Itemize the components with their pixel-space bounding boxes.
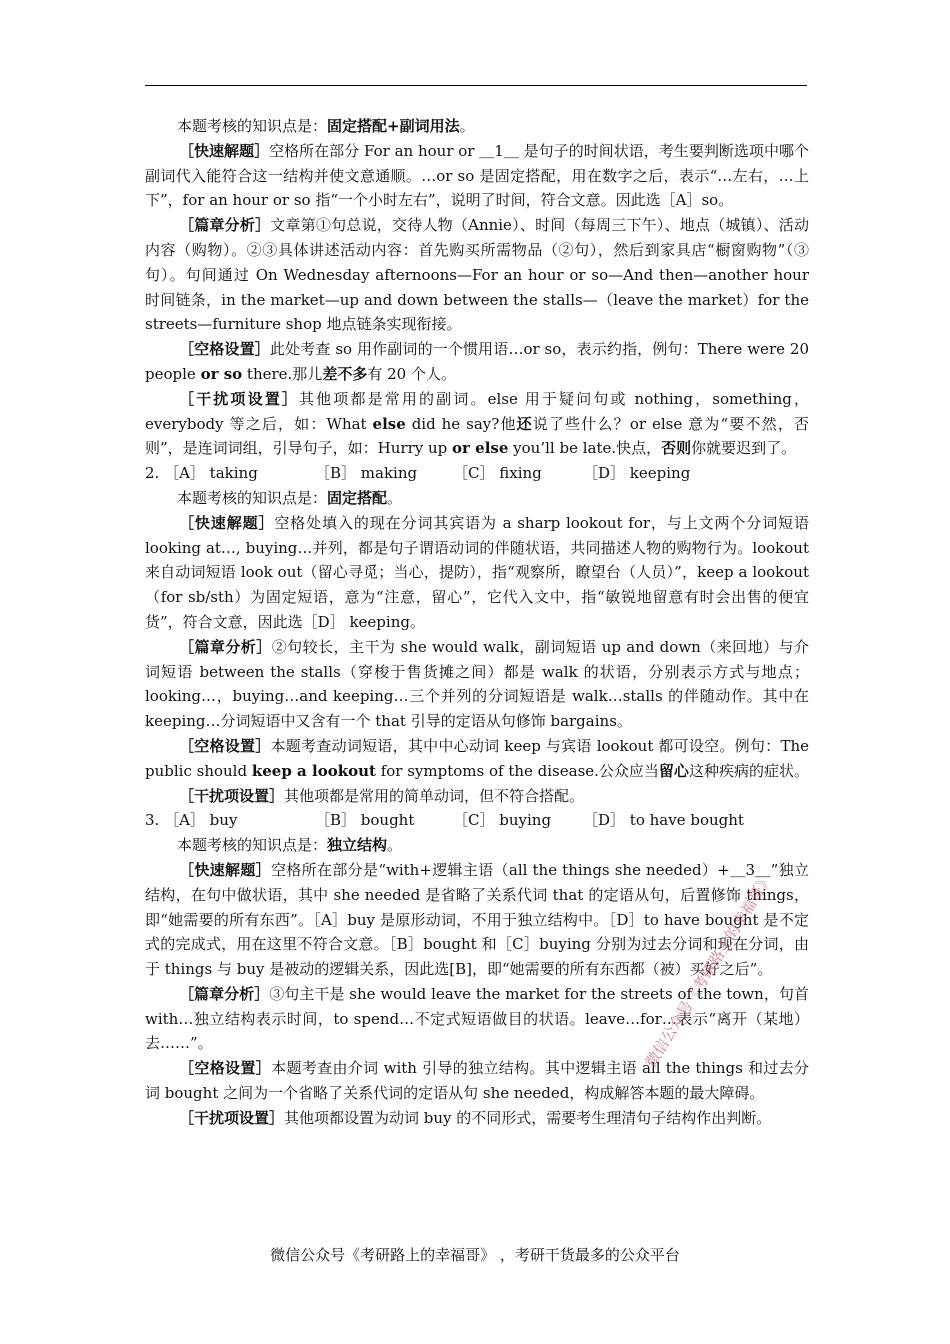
q3-option-c: ［C］ buying xyxy=(453,811,552,830)
q3-blank-setting: ［空格设置］本题考查由介词 with 引导的独立结构。其中逻辑主语 all the things 和过去分词 bought 之间为一个省略了关系代词的定语从句 she needed，构成解答本题的最大障碍。 xyxy=(145,1059,809,1103)
q3-quick-solution: ［快速解题］空格所在部分是“with+逻辑主语（all the things she needed）+＿3＿”独立结构，在句中做状语，其中 she needed 是省略了关系代词 that 的定语从句，后置修饰 things，即“她需要的所有东西”。［A］buy 是原形动词，不用于独立结构中。［D］to have bought 是不定式的完成式，用在这里不符合文意。［B］bought 和［C］buying 分别为过去分词和现在分词，由于 things 与 buy 是被动的逻辑关系，因此选[B]，即“她需要的所有东西都（被）买好之后”。 xyxy=(145,860,809,979)
q3-knowledge: 本题考核的知识点是：独立结构。 xyxy=(177,836,403,855)
q3-passage-analysis: ［篇章分析］③句主干是 she would leave the market for the streets of the town，句首 with…独立结构表示时间，to spend…不定式短语做目的状语。leave…for…表示“离开（某地）去……”。 xyxy=(145,984,809,1053)
q2-option-a: 2. ［A］ taking xyxy=(145,464,258,483)
q3-option-a: 3. ［A］ buy xyxy=(145,811,238,830)
q1-quick-solution: ［快速解题］空格所在部分 For an hour or ＿1＿ 是句子的时间状语，考生要判断选项中哪个副词代入能符合这一结构并使文意通顺。…or so 是固定搭配，用在数字之后，表示“…左右，…上下”，for an hour or so 指“一个小时左右”，说明了时间，符合文意。因此选［A］so。 xyxy=(145,141,809,210)
q2-blank-setting: ［空格设置］本题考查动词短语，其中中心动词 keep 与宾语 lookout 都可设空。例句：The public should keep a lookout for symptoms of the disease.公众应当留心这种疾病的症状。 xyxy=(145,736,809,780)
q3-option-d: ［D］ to have bought xyxy=(583,811,744,830)
q2-option-b: ［B］ making xyxy=(315,464,418,483)
header-rule xyxy=(145,85,807,86)
page-footer: 微信公众号《考研路上的幸福哥》 ，考研干货最多的公众平台 xyxy=(270,1246,680,1264)
q3-distractor-setting: ［干扰项设置］其他项都设置为动词 buy 的不同形式，需要考生理清句子结构作出判断。 xyxy=(179,1108,772,1127)
q2-knowledge: 本题考核的知识点是：固定搭配。 xyxy=(177,488,403,507)
q2-quick-solution: ［快速解题］空格处填入的现在分词其宾语为 a sharp lookout for，与上文两个分词短语 looking at…, buying…并列，都是句子谓语动词的伴随状语，共同描述人物的购物行为。lookout 来自动词短语 look out（留心寻觅；当心，提防），指“观察所，瞭望台（人员）”，keep a lookout （for sb/sth）为固定短语，意为“注意，留心”，它代入文中，指“敏锐地留意有时会出售的便宜货”，符合文意，因此选［D］ keeping。 xyxy=(145,513,809,631)
q1-distractor-setting: ［干扰项设置］其他项都是常用的副词。else 用于疑问句或 nothing，something，everybody 等之后，如：What else did he say?他还说了些什么？or else 意为“要不然，否则”，是连词词组，引导句子，如：Hurry up or else you’ll be late.快点，否则你就要迟到了。 xyxy=(145,389,809,458)
q1-blank-setting: ［空格设置］此处考查 so 用作副词的一个惯用语…or so，表示约指，例句：There were 20 people or so there.那儿差不多有 20 个人。 xyxy=(145,340,809,383)
q1-passage-analysis: ［篇章分析］文章第①句总说，交待人物（Annie）、时间（每周三下午）、地点（城镇）、活动内容（购物）。②③具体讲述活动内容：首先购买所需物品（②句），然后到家具店“橱窗购物”（③句）。句间通过 On Wednesday afternoons—For an hour or so—And then—another hour 时间链条，in the market—up and down between the stalls—（leave the market）for the streets—furniture shop 地点链条实现衔接。 xyxy=(145,216,809,334)
q2-passage-analysis: ［篇章分析］②句较长，主干为 she would walk，副词短语 up and down（来回地）与介词短语 between the stalls（穿梭于售货摊之间）都是 walk 的状语，分别表示方式与地点；looking…，buying…and keeping…三个并列的分词短语是 walk…stalls 的伴随动作。其中在 keeping…分词短语中又含有一个 that 引导的定语从句修饰 bargains。 xyxy=(145,637,809,731)
q2-option-d: ［D］ keeping xyxy=(583,464,691,483)
q2-distractor-setting: ［干扰项设置］其他项都是常用的简单动词，但不符合搭配。 xyxy=(179,786,585,805)
q2-option-c: ［C］ fixing xyxy=(453,464,542,483)
q1-knowledge: 本题考核的知识点是：固定搭配+副词用法。 xyxy=(177,117,475,135)
q2-options xyxy=(145,461,809,486)
q3-options xyxy=(145,808,809,833)
watermark: 微信公众号《考研路上的幸福哥》 xyxy=(641,870,777,1071)
q3-option-b: ［B］ bought xyxy=(315,811,415,830)
